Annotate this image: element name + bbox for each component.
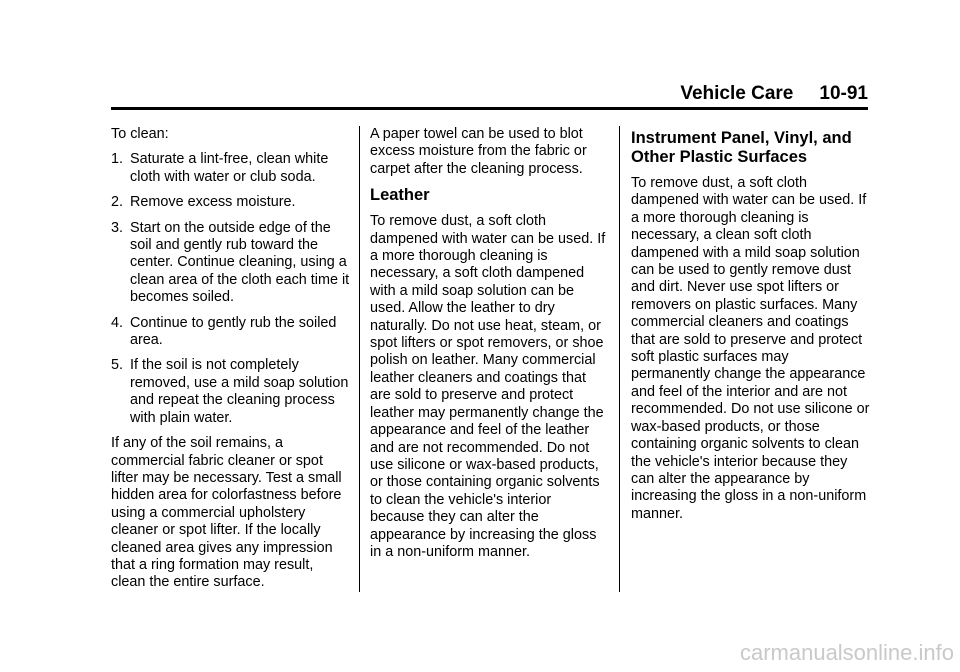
- instrument-panel-heading: Instrument Panel, Vinyl, and Other Plastic Surfaces: [631, 129, 852, 166]
- column-2: [370, 126, 608, 569]
- step-text: If the soil is not completely removed, use a mild soap solution and repeat the cleaning process with plain water.: [130, 357, 349, 426]
- closing-paragraph: If any of the soil remains, a commercial fabric cleaner or spot lifter may be necessary. Test a small hidden area for colorfastness before using a commercial upholstery cleaner or spot lifter. If the locally cleaned area gives any impression that a ring formation may result, clean the entire surface.: [111, 435, 342, 591]
- column-divider-2: [619, 126, 620, 592]
- leather-heading: Leather: [370, 186, 430, 205]
- instrument-panel-paragraph: To remove dust, a soft cloth dampened with water can be used. If a more thorough cleaning is necessary, a clean soft cloth dampened with a mild soap solution can be used to gently remove dust and dirt. Never use spot lifters or removers on plastic surfaces. Many commercial cleaners and coatings that are sold to preserve and protect soft plastic surfaces may permanently change the appearance and feel of the interior and are not recommended. Do not use silicone or wax-based products, or those containing organic solvents to clean the vehicle's interior because they can alter the appearance by increasing the gloss in a non-uniform manner.: [631, 175, 870, 522]
- step-text: Continue to gently rub the soiled area.: [130, 314, 337, 349]
- intro-text: To clean:: [111, 126, 169, 142]
- step-item: [111, 151, 351, 186]
- column-1: [111, 126, 351, 600]
- section-title: Vehicle Care: [680, 83, 794, 104]
- page-header: [111, 84, 868, 104]
- watermark: carmanualsonline.info: [739, 640, 954, 665]
- step-item: [111, 220, 351, 307]
- step-item: [111, 357, 351, 427]
- column-divider-1: [359, 126, 360, 592]
- column-3: [631, 126, 871, 531]
- step-number: 3.: [111, 219, 124, 236]
- step-text: Saturate a lint-free, clean white cloth with water or club soda.: [130, 151, 329, 185]
- step-number: 4.: [111, 314, 124, 331]
- leather-paragraph: To remove dust, a soft cloth dampened with water can be used. If a more thorough cleaning is necessary, a soft cloth dampened with a mild soap solution can be used. Allow the leather to dry naturally. Do not use heat, steam, or spot lifters or spot removers, or shoe polish on leather. Many commercial leather cleaners and coatings that are sold to preserve and protect leather may permanently change the appearance and feel of the leather and are not recommended. Do not use silicone or wax-based products, or those containing organic solvents to clean the vehicle's interior because they can alter the appearance by increasing the gloss in a non-uniform manner.: [370, 213, 606, 560]
- step-number: 2.: [111, 194, 124, 211]
- step-number: 5.: [111, 357, 124, 374]
- step-item: [111, 315, 351, 350]
- blot-paragraph: A paper towel can be used to blot excess moisture from the fabric or carpet after the cleaning process.: [370, 126, 587, 177]
- step-number: 1.: [111, 151, 124, 168]
- step-text: Remove excess moisture.: [130, 194, 296, 211]
- header-rule: [111, 107, 868, 110]
- step-item: [111, 194, 351, 211]
- page-number: 10-91: [819, 83, 868, 104]
- step-text: Start on the outside edge of the soil and gently rub toward the center. Continue cleaning, using a clean area of the cloth each time it becomes soiled.: [130, 219, 350, 306]
